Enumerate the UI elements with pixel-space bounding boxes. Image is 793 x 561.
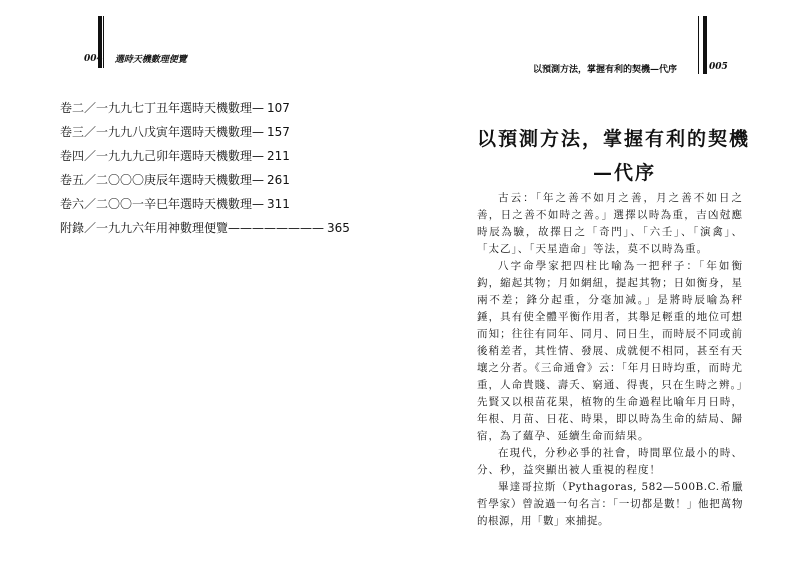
toc-entry-page: 157 bbox=[267, 125, 290, 139]
chapter-title: 以預測方法，掌握有利的契機 bbox=[477, 128, 751, 150]
toc-entry-label: 卷六／二〇〇一辛巳年選時天機數理 bbox=[60, 197, 253, 211]
right-page-number: 005 bbox=[709, 62, 728, 72]
toc-entry-leader: ———————— bbox=[228, 221, 325, 235]
left-page-number: 004 bbox=[84, 53, 103, 64]
toc-entry bbox=[60, 216, 360, 240]
toc-entry-label: 卷五／二〇〇〇庚辰年選時天機數理 bbox=[60, 173, 253, 187]
header-bar-thick bbox=[703, 16, 707, 74]
toc-entry-label: 卷三／一九九八戊寅年選時天機數理 bbox=[60, 125, 253, 139]
toc-entry-leader: — bbox=[252, 173, 265, 187]
right-page bbox=[397, 0, 793, 561]
preface-body bbox=[477, 190, 743, 530]
toc-entry bbox=[60, 192, 360, 216]
toc-entry bbox=[60, 120, 360, 144]
toc-entry bbox=[60, 168, 360, 192]
body-paragraph: 在現代，分秒必爭的社會，時間單位最小的時、分、秒，益突顯出被人重視的程度！ bbox=[477, 447, 743, 476]
toc-entry-page: 311 bbox=[267, 197, 290, 211]
left-running-title: 選時天機數理便覽 bbox=[114, 55, 187, 65]
toc-entry bbox=[60, 144, 360, 168]
toc-entry-leader: — bbox=[252, 197, 265, 211]
toc-entry-label: 卷二／一九九七丁丑年選時天機數理 bbox=[60, 101, 253, 115]
header-bar-thin bbox=[698, 16, 699, 74]
left-running-header bbox=[84, 52, 187, 65]
body-paragraph: 古云：「年之善不如月之善，月之善不如日之善，日之善不如時之善。」選擇以時為重，吉凶尅應時辰為驗，故擇日之「奇門」、「六壬」、「演禽」、「太乙」、「天星造命」等法，莫不以時為重。 bbox=[477, 192, 743, 255]
body-paragraph: 八字命學家把四柱比喻為一把秤子：「年如衡鈎，縮起其物；月如網紐，提起其物；日如衡身，星兩不差；鋒分起重，分毫加減。」是將時辰喻為秤錘，具有使全體平衡作用者，其舉足輕重的地位可想而知；往往有同年、同月、同日生，而時辰不同或前後稍差者，其性情、發展、成就便不相同，甚至有天壤之分者。《三命通會》云：「年月日時均重，而時尤重，人命貴賤、壽夭、窮通、得喪，只在生時之辨。」先賢又以根苗花果，植物的生命過程比喻年月日時，年根、月苗、日花、時果，即以時為生命的結局、歸宿，為了蘊孕、延續生命而結果。 bbox=[477, 260, 743, 442]
toc-entry-leader: — bbox=[252, 149, 265, 163]
body-paragraph: 畢達哥拉斯（Pythagoras, 582—500B.C.希臘哲學家）曾說過一句名言：「一切都是數！」他把萬物的根源，用「數」來捕捉。 bbox=[477, 481, 743, 527]
table-of-contents bbox=[60, 96, 360, 240]
toc-entry-page: 261 bbox=[267, 173, 290, 187]
toc-entry-label: 附錄／一九九六年用神數理便覽 bbox=[60, 221, 229, 235]
toc-entry-label: 卷四／一九九九己卯年選時天機數理 bbox=[60, 149, 253, 163]
toc-entry bbox=[60, 96, 360, 120]
toc-entry-leader: — bbox=[252, 125, 265, 139]
toc-entry-page: 365 bbox=[327, 221, 350, 235]
right-running-title: 以預測方法，掌握有利的契機—代序 bbox=[533, 65, 678, 75]
chapter-subtitle: —代序 bbox=[593, 162, 657, 184]
toc-entry-page: 211 bbox=[267, 149, 290, 163]
toc-entry-leader: — bbox=[252, 101, 265, 115]
left-page bbox=[0, 0, 396, 561]
toc-entry-page: 107 bbox=[267, 101, 290, 115]
